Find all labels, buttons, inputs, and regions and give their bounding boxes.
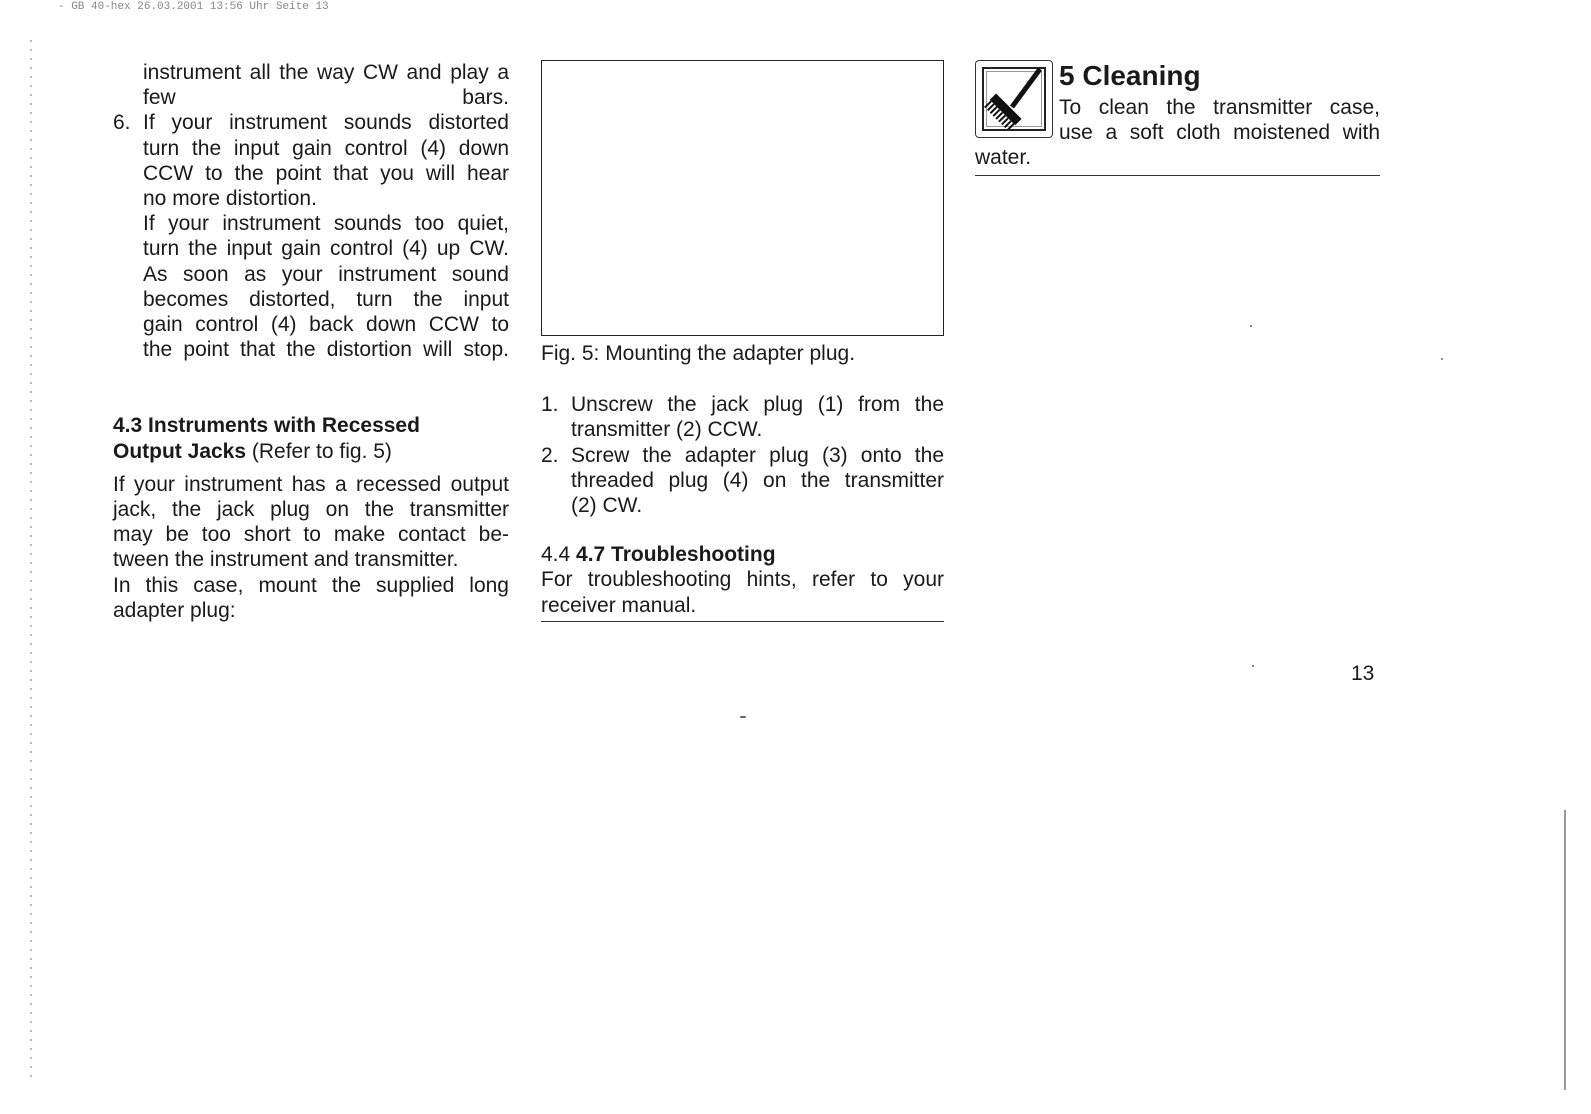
step-6-line: As soon as your instrument sound — [143, 262, 509, 286]
step-6-line: becomes distorted, turn the input — [143, 287, 509, 311]
step-number: 6. — [113, 111, 131, 135]
body-line: adapter plug: — [113, 598, 236, 622]
step-6-line: turn the input gain control (4) up CW. — [143, 237, 509, 261]
body-line: receiver manual. — [541, 593, 697, 617]
scan-speck — [1441, 358, 1443, 360]
body-line: If your instrument has a recessed output — [113, 472, 509, 496]
step-line: transmitter (2) CCW. — [571, 418, 763, 442]
body-line: jack, the jack plug on the transmitter — [113, 498, 509, 522]
scan-speck — [1252, 665, 1254, 667]
step-6-line: the point that the distortion will stop. — [143, 338, 509, 362]
list-item-step-6 — [113, 110, 509, 362]
body-line: To clean the transmitter case, — [1059, 96, 1380, 119]
page-number: 13 — [1351, 662, 1375, 685]
column-right — [975, 60, 1380, 176]
body-line: For troubleshooting hints, refer to your — [541, 568, 944, 592]
continued-text: instrument all the way CW and play a few bars. — [143, 61, 509, 110]
scan-header-line: - GB 40-hex 26.03.2001 13:56 Uhr Seite 13 — [58, 1, 329, 13]
list-item-step-2 — [541, 443, 944, 519]
heading-prefix: 4.4 — [541, 543, 577, 567]
heading-reference: (Refer to fig. 5) — [246, 439, 392, 463]
section-heading-4-3 — [113, 413, 509, 463]
body-line: use a soft cloth moistened with — [1059, 121, 1380, 145]
section-heading-troubleshooting — [541, 542, 944, 567]
figure-5-placeholder — [541, 60, 944, 336]
step-number: 2. — [541, 443, 559, 467]
cleaning-section — [975, 60, 1380, 176]
list-item-step-1 — [541, 392, 944, 442]
step-number: 1. — [541, 393, 559, 417]
step-6-line: CCW to the point that you will hear — [143, 161, 509, 185]
scan-speck — [1250, 325, 1252, 327]
heading-part: Output Jacks — [113, 439, 247, 463]
step-line: Screw the adapter plug (3) onto the — [571, 443, 944, 467]
column-left — [113, 60, 509, 623]
step-6-line: turn the input gain control (4) down — [143, 136, 509, 160]
step-6-line: no more distortion. — [143, 187, 317, 211]
troubleshooting-body — [541, 567, 944, 621]
cleaning-brush-icon — [975, 60, 1053, 138]
column-middle — [541, 60, 944, 622]
body-line: water. — [975, 146, 1032, 170]
heading-part: 4.7 Troubleshooting — [576, 543, 776, 567]
step-6-line: gain control (4) back down CCW to — [143, 313, 509, 337]
figure-caption: Fig. 5: Mounting the adapter plug. — [541, 342, 856, 365]
scan-edge — [1564, 810, 1566, 1090]
step-line: (2) CW. — [571, 494, 643, 518]
section-heading-cleaning: 5 Cleaning — [1059, 60, 1201, 91]
step-6-line: If your instrument sounds distorted — [143, 111, 509, 135]
binding-margin — [30, 40, 32, 1080]
body-line: In this case, mount the supplied long — [113, 573, 509, 597]
step-line: Unscrew the jack plug (1) from the — [571, 393, 944, 417]
steps-list — [541, 392, 944, 518]
body-line: may be too short to make contact be- — [113, 523, 509, 547]
section-4-3-body — [113, 472, 509, 623]
scan-speck — [740, 716, 746, 718]
step-6-line: If your instrument sounds too quiet, — [143, 212, 509, 236]
body-line: tween the instrument and transmitter. — [113, 548, 459, 572]
heading-part: 4.3 Instruments with Recessed — [113, 414, 420, 438]
step-line: threaded plug (4) on the transmitter — [571, 468, 944, 492]
